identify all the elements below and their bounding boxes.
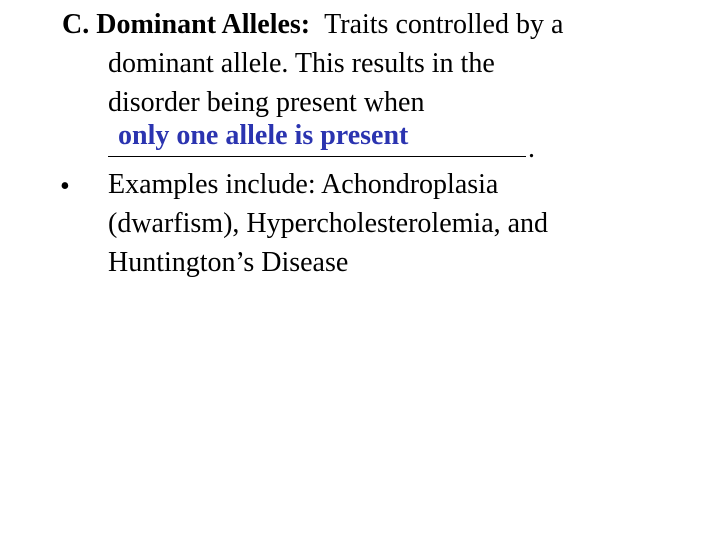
bullet-text-line-2: (dwarfism), Hypercholesterolemia, and [108,208,549,239]
bullet-text-line-3: Huntington’s Disease [108,247,349,278]
section-text-line-2: dominant allele. This results in the [108,48,495,79]
fill-in-blank [108,120,526,157]
fill-in-blank-row [108,120,535,165]
section-heading-line [62,9,563,41]
bullet-text-line-1: Examples include: Achondroplasia [108,169,499,200]
section-prefix: C. [62,9,90,40]
blank-period: . [528,133,535,164]
blank-answer: only one allele is present [118,120,409,151]
section-heading: Dominant Alleles: [96,9,311,40]
bullet-marker: • [60,171,70,202]
section-text-line-3: disorder being present when [108,87,425,118]
section-intro-text: Traits controlled by a [324,9,564,40]
